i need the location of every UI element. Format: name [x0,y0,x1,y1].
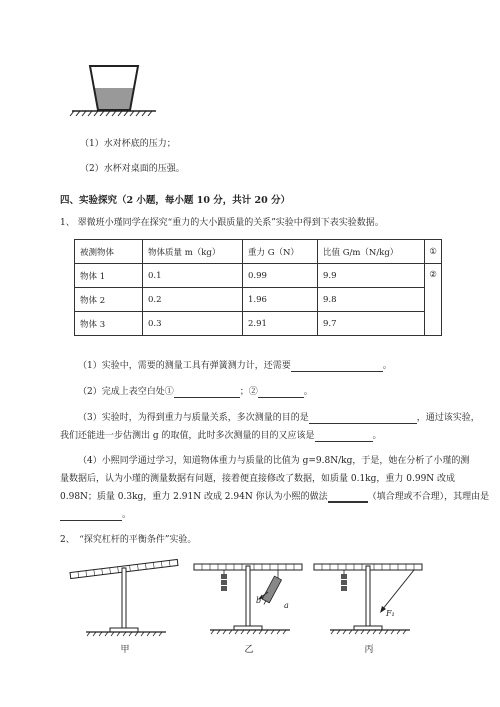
figure-label-b: 乙 [244,645,254,655]
experiment-table [74,239,442,336]
table-cell: 物体 2 [75,288,143,312]
q1-part2-end: 。 [303,387,313,397]
q1-part1-end: 。 [382,361,392,371]
table-cell: 物体 1 [75,264,143,288]
table-cell: 9.8 [318,288,425,312]
table-cell: 9.9 [318,264,425,288]
answer-blank[interactable] [328,491,368,503]
table-cell: 0.99 [243,264,318,288]
figure-label-a: 甲 [120,645,130,655]
q1-part4-line3 [60,491,489,503]
q1-part4-text-a: 0.98N；质量 0.3kg，重力 2.91N 改成 2.94N 你认为小熙的做法 [60,492,328,502]
q1-part4-line4 [60,509,131,521]
q1-part3-end: 。 [372,431,382,441]
table-merged-cell: ② [425,264,442,336]
q1-part1-text: （1）实验中，需要的测量工具有弹簧测力计，还需要 [78,361,291,371]
q1-part4-text-b: （填合理或不合理），其理由是 [367,492,490,502]
answer-blank[interactable] [309,413,417,424]
q1-part3-text-b: ，通过该实验， [416,413,480,423]
label-b: b [256,596,262,605]
table-header-cell: 重力 G（N） [243,240,318,264]
table-cell: 0.2 [143,288,243,312]
question-2-text: （2）水杯对桌面的压强。 [80,164,185,174]
table-header-cell: ① [425,240,442,264]
water-cup-figure [60,58,160,118]
table-header-cell: 比值 G/m（N/kg） [318,240,425,264]
lever-figure-c [310,558,428,638]
q2-intro: 2、 “探究杠杆的平衡条件”实验。 [60,535,197,545]
table-cell: 1.96 [243,288,318,312]
q1-part2-text-a: （2）完成上表空白处① [78,387,174,397]
q1-part2-text-b: ；② [239,387,258,397]
answer-blank[interactable] [258,387,304,398]
table-cell: 物体 3 [75,312,143,336]
table-header-cell: 物体质量 m（kg） [143,240,243,264]
table-cell: 9.7 [318,312,425,336]
table-row [75,264,442,288]
lever-figure-a [66,558,184,638]
table-row [75,312,442,336]
table-row [75,288,442,312]
q1-part4-end: 。 [122,510,132,520]
q1-part3-line2 [60,430,382,442]
q1-part1 [78,360,392,372]
table-header-cell: 被测物体 [75,240,143,264]
table-cell: 2.91 [243,312,318,336]
q1-part4-line1: （4）小熙同学通过学习，知道物体重力与质量的比值为 g=9.8N/kg，于是，她在分析了小瑾的测 [78,456,470,466]
q1-part3-text-a: （3）实验时，为得到重力与质量关系，多次测量的目的是 [78,413,309,423]
figure-label-c: 丙 [364,645,374,655]
section-title: 四、实验探究（2 小题，每小题 10 分，共计 20 分） [60,195,291,206]
label-f1: F₁ [386,609,395,618]
table-cell: 0.3 [143,312,243,336]
q1-part4-line2: 量数据后，认为小瑾的测量数据有问题，接着便直接修改了数据，如质量 0.1kg，重力 0.99N 改成 [60,474,456,484]
q1-intro: 1、 翠微班小瑾同学在探究“重力的大小跟质量的关系”实验中得到下表实验数据。 [60,218,384,228]
answer-blank[interactable] [291,361,383,372]
table-cell: 0.1 [143,264,243,288]
q1-part3-text-c: 我们还能进一步估测出 g 的取值，此时多次测量的目的又应该是 [60,431,315,441]
q1-part2 [78,386,313,398]
label-a: a [284,601,289,610]
table-header-row [75,240,442,264]
lever-figure-b [190,558,308,638]
answer-blank[interactable] [174,387,240,398]
answer-blank[interactable] [315,431,373,442]
answer-blank[interactable] [60,510,122,521]
q1-part3-line1 [78,412,480,424]
question-1-text: （1）水对杯底的压力； [80,139,176,149]
